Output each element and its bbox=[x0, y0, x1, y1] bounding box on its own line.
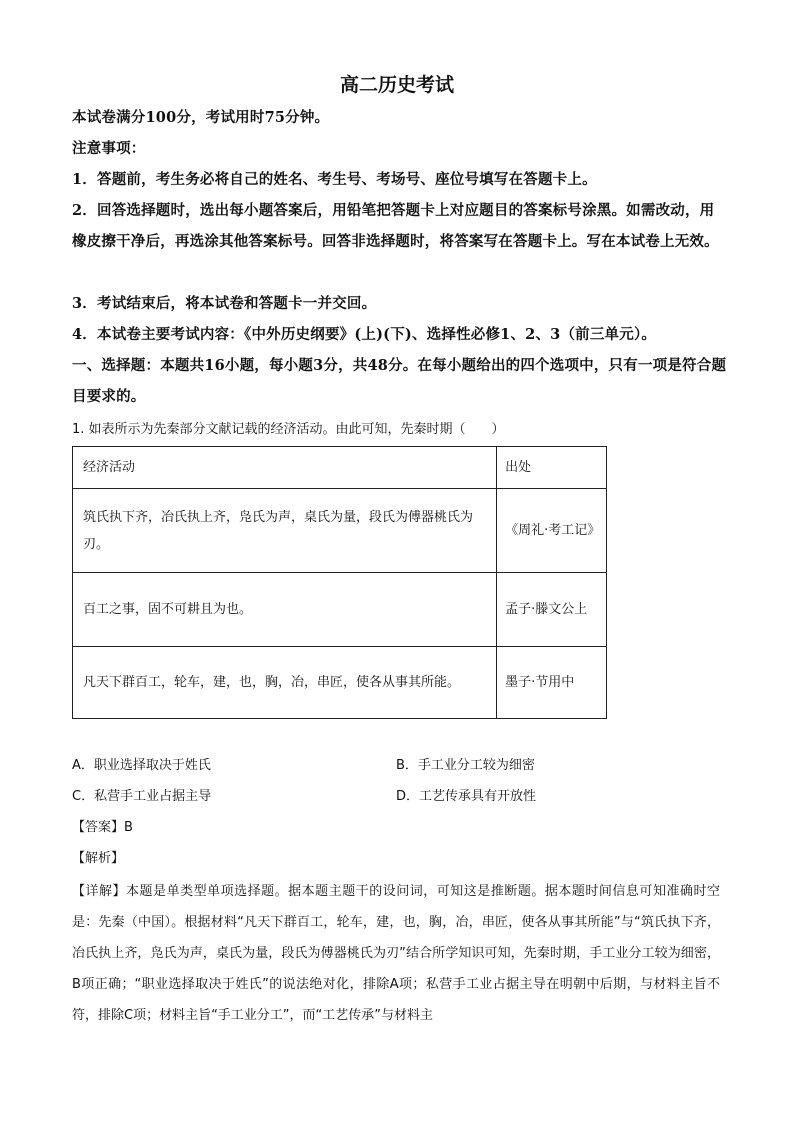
table-row bbox=[73, 573, 607, 647]
question-stem: 1. 如表所示为先秦部分文献记载的经济活动。由此可知，先秦时期（ ） bbox=[72, 422, 505, 437]
notice-item-2: 2．回答选择题时，选出每小题答案后，用铅笔把答题卡上对应题目的答案标号涂黑。如需改动，用橡皮擦干净后，再选涂其他答案标号。回答非选择题时，将答案写在答题卡上。写在本试卷上无效。 bbox=[72, 202, 719, 250]
analysis-label: 【解析】 bbox=[72, 851, 125, 866]
table-header-row bbox=[73, 447, 607, 489]
option-d: D．工艺传承具有开放性 bbox=[396, 789, 537, 804]
option-c: C．私营手工业占据主导 bbox=[72, 789, 212, 804]
table-cell-activity: 百工之事，固不可耕且为也。 bbox=[73, 573, 497, 647]
table-cell-activity: 筑氏执下齐，冶氏执上齐，凫氏为声，桌氏为量，段氏为傅器桃氏为刃。 bbox=[73, 489, 497, 573]
notice-item-1: 1．答题前，考生务必将自己的姓名、考生号、考场号、座位号填写在答题卡上。 bbox=[72, 171, 597, 188]
table-row bbox=[73, 647, 607, 719]
table-row bbox=[73, 489, 607, 573]
notice-heading: 注意事项： bbox=[72, 140, 146, 157]
intro-line: 本试卷满分100分，考试用时75分钟。 bbox=[72, 109, 330, 126]
table-cell-source: 墨子·节用中 bbox=[497, 647, 607, 719]
answer-label: 【答案】B bbox=[72, 820, 133, 835]
page-title: 高二历史考试 bbox=[339, 74, 454, 96]
table-header-source: 出处 bbox=[497, 447, 607, 489]
table-cell-activity: 凡天下群百工，轮车，建，也，胸，冶，串匠，使各从事其所能。 bbox=[73, 647, 497, 719]
section-heading: 一、选择题：本题共16小题，每小题3分，共48分。在每小题给出的四个选项中，只有一项是符合题目要求的。 bbox=[72, 357, 727, 405]
option-b: B．手工业分工较为细密 bbox=[396, 758, 535, 773]
notice-item-4: 4．本试卷主要考试内容：《中外历史纲要》(上)(下)、选择性必修1、2、3（前三单元）。 bbox=[72, 326, 657, 343]
analysis-text: 【详解】本题是单类型单项选择题。据本题主题干的设问词，可知这是推断题。据本题时间信息可知准确时空是：先秦（中国）。根据材料“凡天下群百工，轮车，建，也，胸，冶，串匠，使各从事其所能”与“筑氏执下齐，冶氏执上齐，凫氏为声，桌氏为量，段氏为傅器桃氏为刃”结合所学知识可知，先秦时期，手工业分工较为细密，B项正确；“职业选择取决于姓氏”的说法绝对化，排除A项；私营手工业占据主导在明朝中后期，与材料主旨不符，排除C项；材料主旨“手工业分工”，而“工艺传承”与材料主 bbox=[72, 884, 720, 1023]
option-a: A．职业选择取决于姓氏 bbox=[72, 758, 211, 773]
material-table bbox=[72, 446, 607, 719]
table-cell-source: 孟子·滕文公上 bbox=[497, 573, 607, 647]
table-cell-source: 《周礼·考工记》 bbox=[497, 489, 607, 573]
table-header-activity: 经济活动 bbox=[73, 447, 497, 489]
notice-item-3: 3．考试结束后，将本试卷和答题卡一并交回。 bbox=[72, 295, 377, 312]
